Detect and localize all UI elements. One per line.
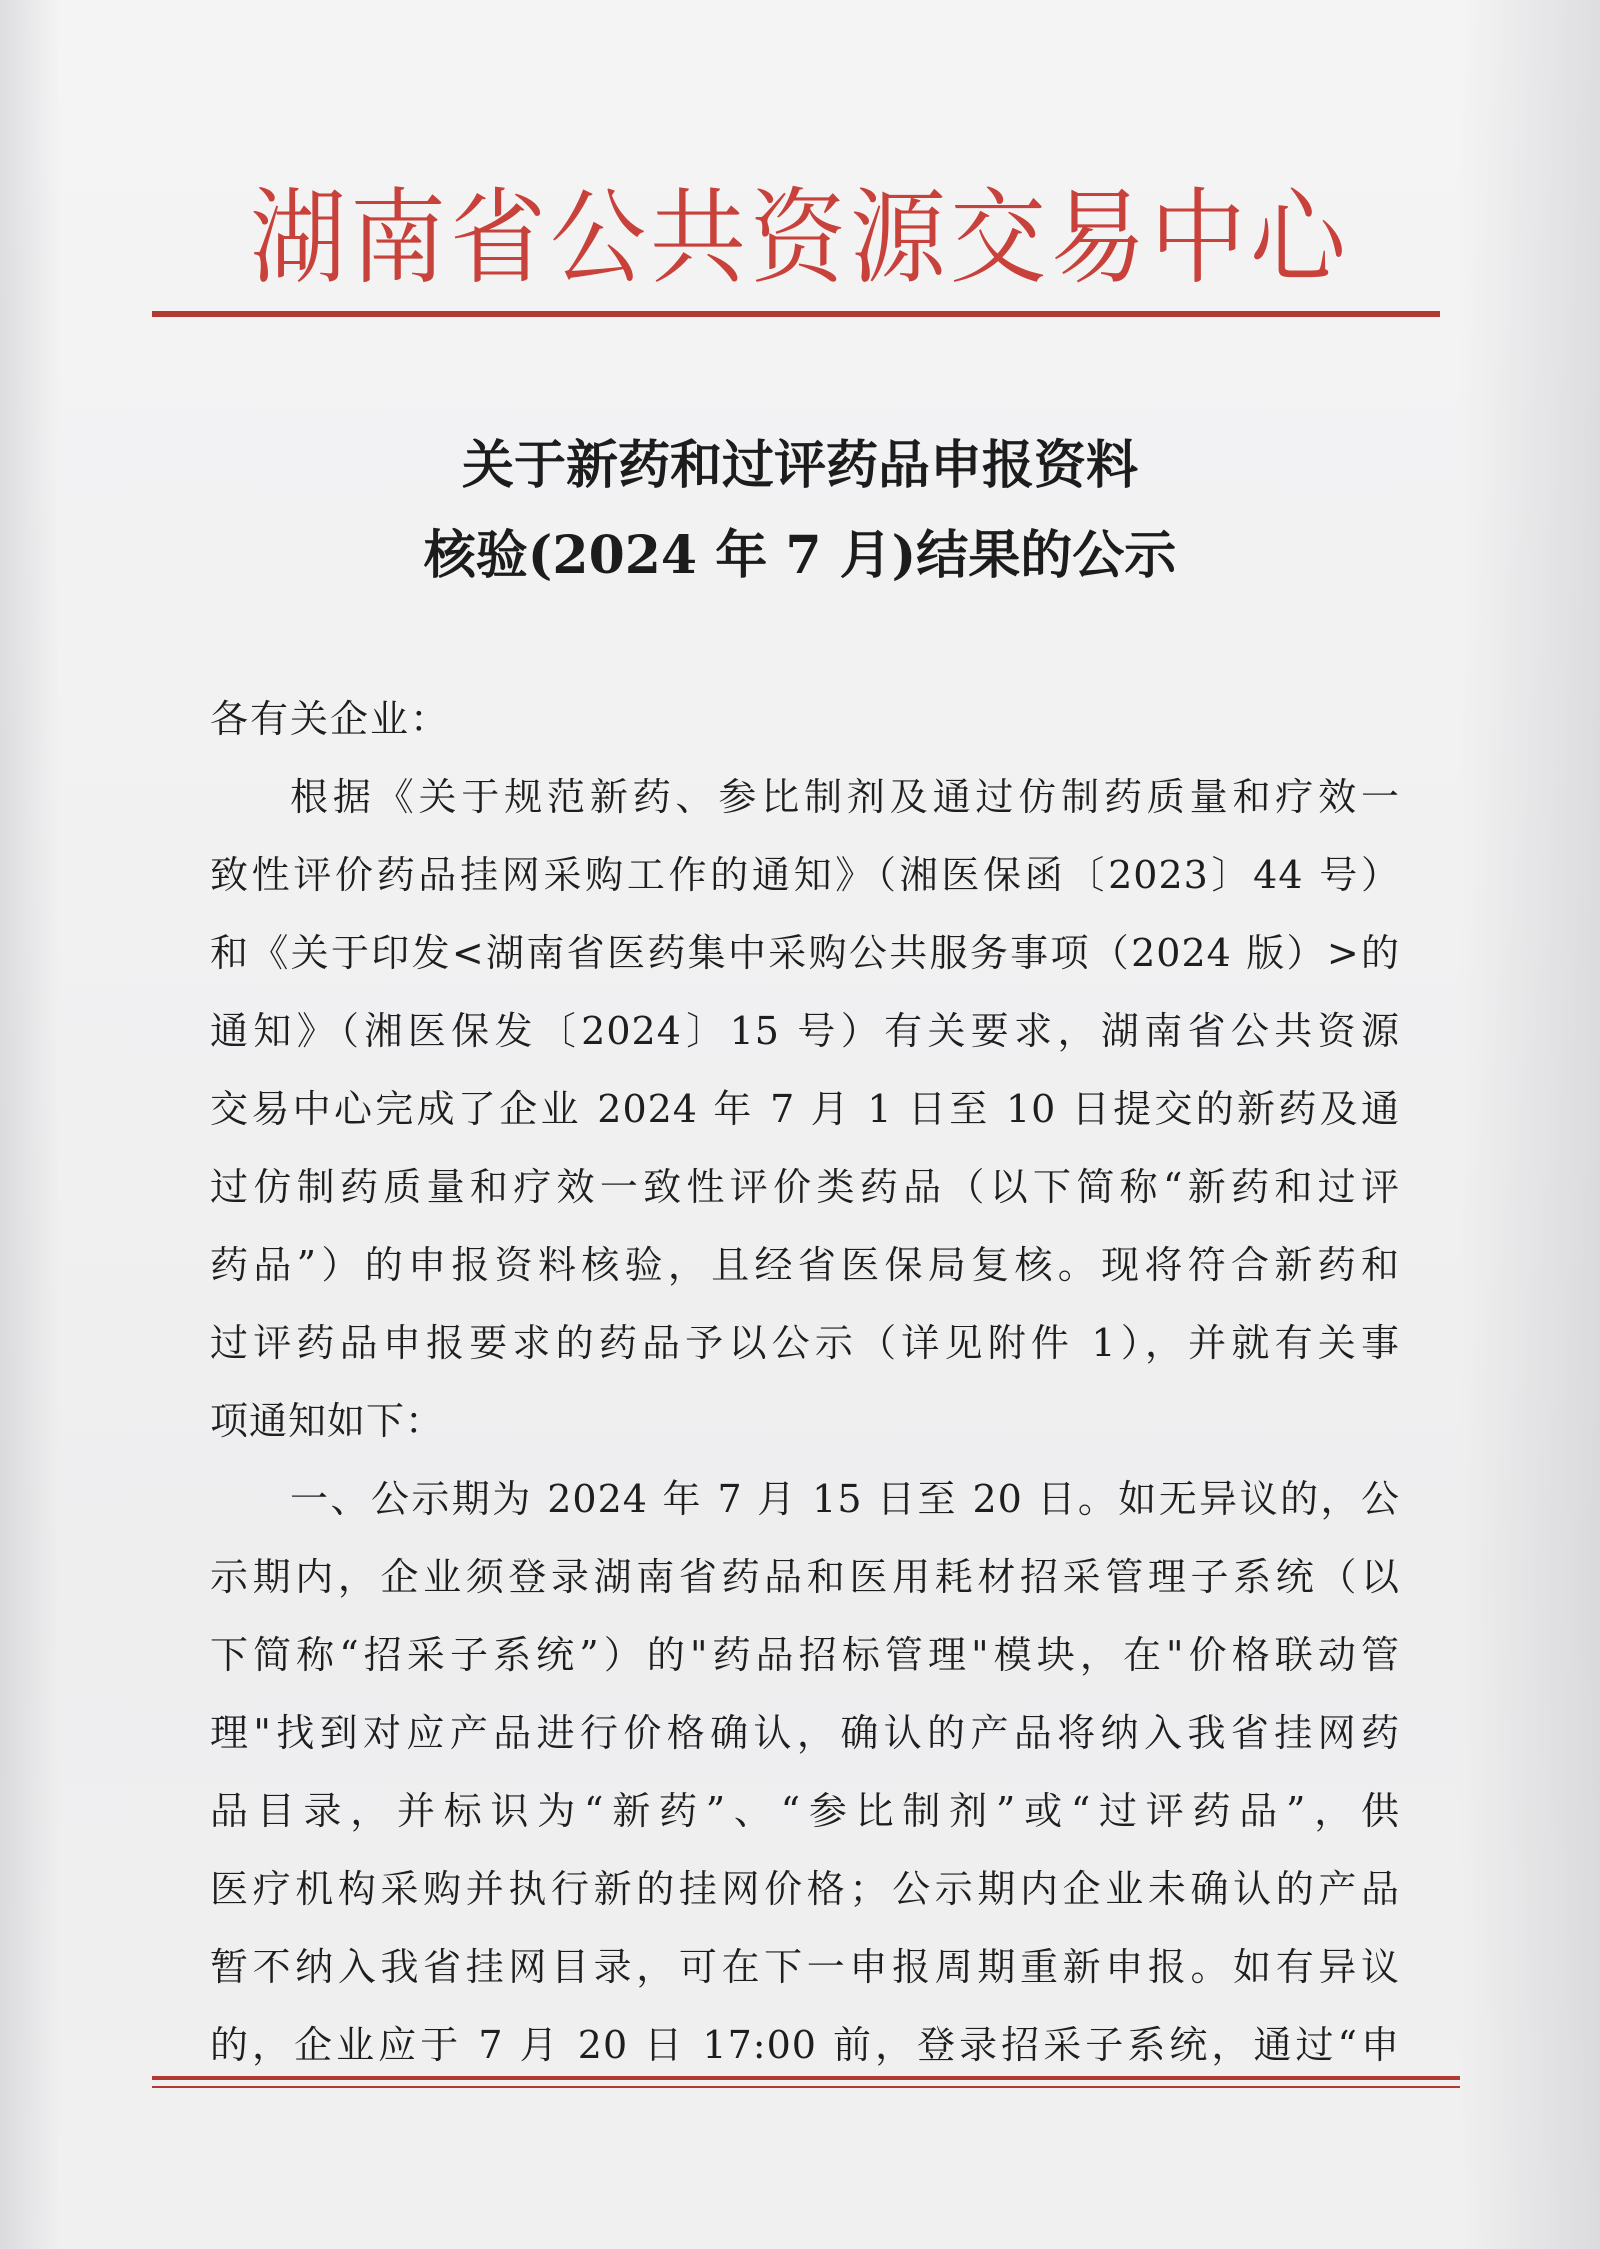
body-line: 项通知如下：	[210, 1399, 445, 1443]
body-line: 交易中心完成了企业 2024 年 7 月 1 日至 10 日提交的新药及通	[210, 1087, 1400, 1131]
salutation: 各有关企业：	[210, 697, 451, 741]
footer-red-rule	[152, 2076, 1460, 2080]
body-line: 理"找到对应产品进行价格确认，确认的产品将纳入我省挂网药	[210, 1711, 1400, 1755]
document-title-line-1: 关于新药和过评药品申报资料	[461, 435, 1138, 496]
body-line: 过仿制药质量和疗效一致性评价类药品（以下简称“新药和过评	[210, 1165, 1400, 1209]
body-line: 过评药品申报要求的药品予以公示（详见附件 1），并就有关事	[210, 1321, 1400, 1365]
body-line: 和《关于印发<湖南省医药集中采购公共服务事项（2024 版）>的	[210, 931, 1400, 975]
footer-red-rule-thin	[152, 2086, 1460, 2088]
body-line: 暂不纳入我省挂网目录，可在下一申报周期重新申报。如有异议	[210, 1945, 1400, 1989]
body-line: 一、公示期为 2024 年 7 月 15 日至 20 日。如无异议的，公	[290, 1477, 1400, 1521]
body-line: 医疗机构采购并执行新的挂网价格；公示期内企业未确认的产品	[210, 1867, 1400, 1911]
body-line: 的，企业应于 7 月 20 日 17:00 前，登录招采子系统，通过“申	[210, 2023, 1400, 2067]
body-line: 品目录，并标识为“新药”、“参比制剂”或“过评药品”，供	[210, 1789, 1400, 1833]
body-line: 示期内，企业须登录湖南省药品和医用耗材招采管理子系统（以	[210, 1555, 1400, 1599]
body-line: 药品”）的申报资料核验，且经省医保局复核。现将符合新药和	[210, 1243, 1400, 1287]
body-line: 通知》（湘医保发〔2024〕15 号）有关要求，湖南省公共资源	[210, 1009, 1400, 1053]
document-title-line-2: 核验(2024 年 7 月)结果的公示	[423, 525, 1177, 586]
body-line: 致性评价药品挂网采购工作的通知》（湘医保函〔2023〕44 号）	[210, 853, 1400, 897]
letterhead-org-name: 湖南省公共资源交易中心	[250, 177, 1350, 299]
letterhead-red-rule	[152, 311, 1440, 317]
body-line: 根据《关于规范新药、参比制剂及通过仿制药质量和疗效一	[290, 775, 1400, 819]
body-line: 下简称“招采子系统”）的"药品招标管理"模块，在"价格联动管	[210, 1633, 1400, 1677]
